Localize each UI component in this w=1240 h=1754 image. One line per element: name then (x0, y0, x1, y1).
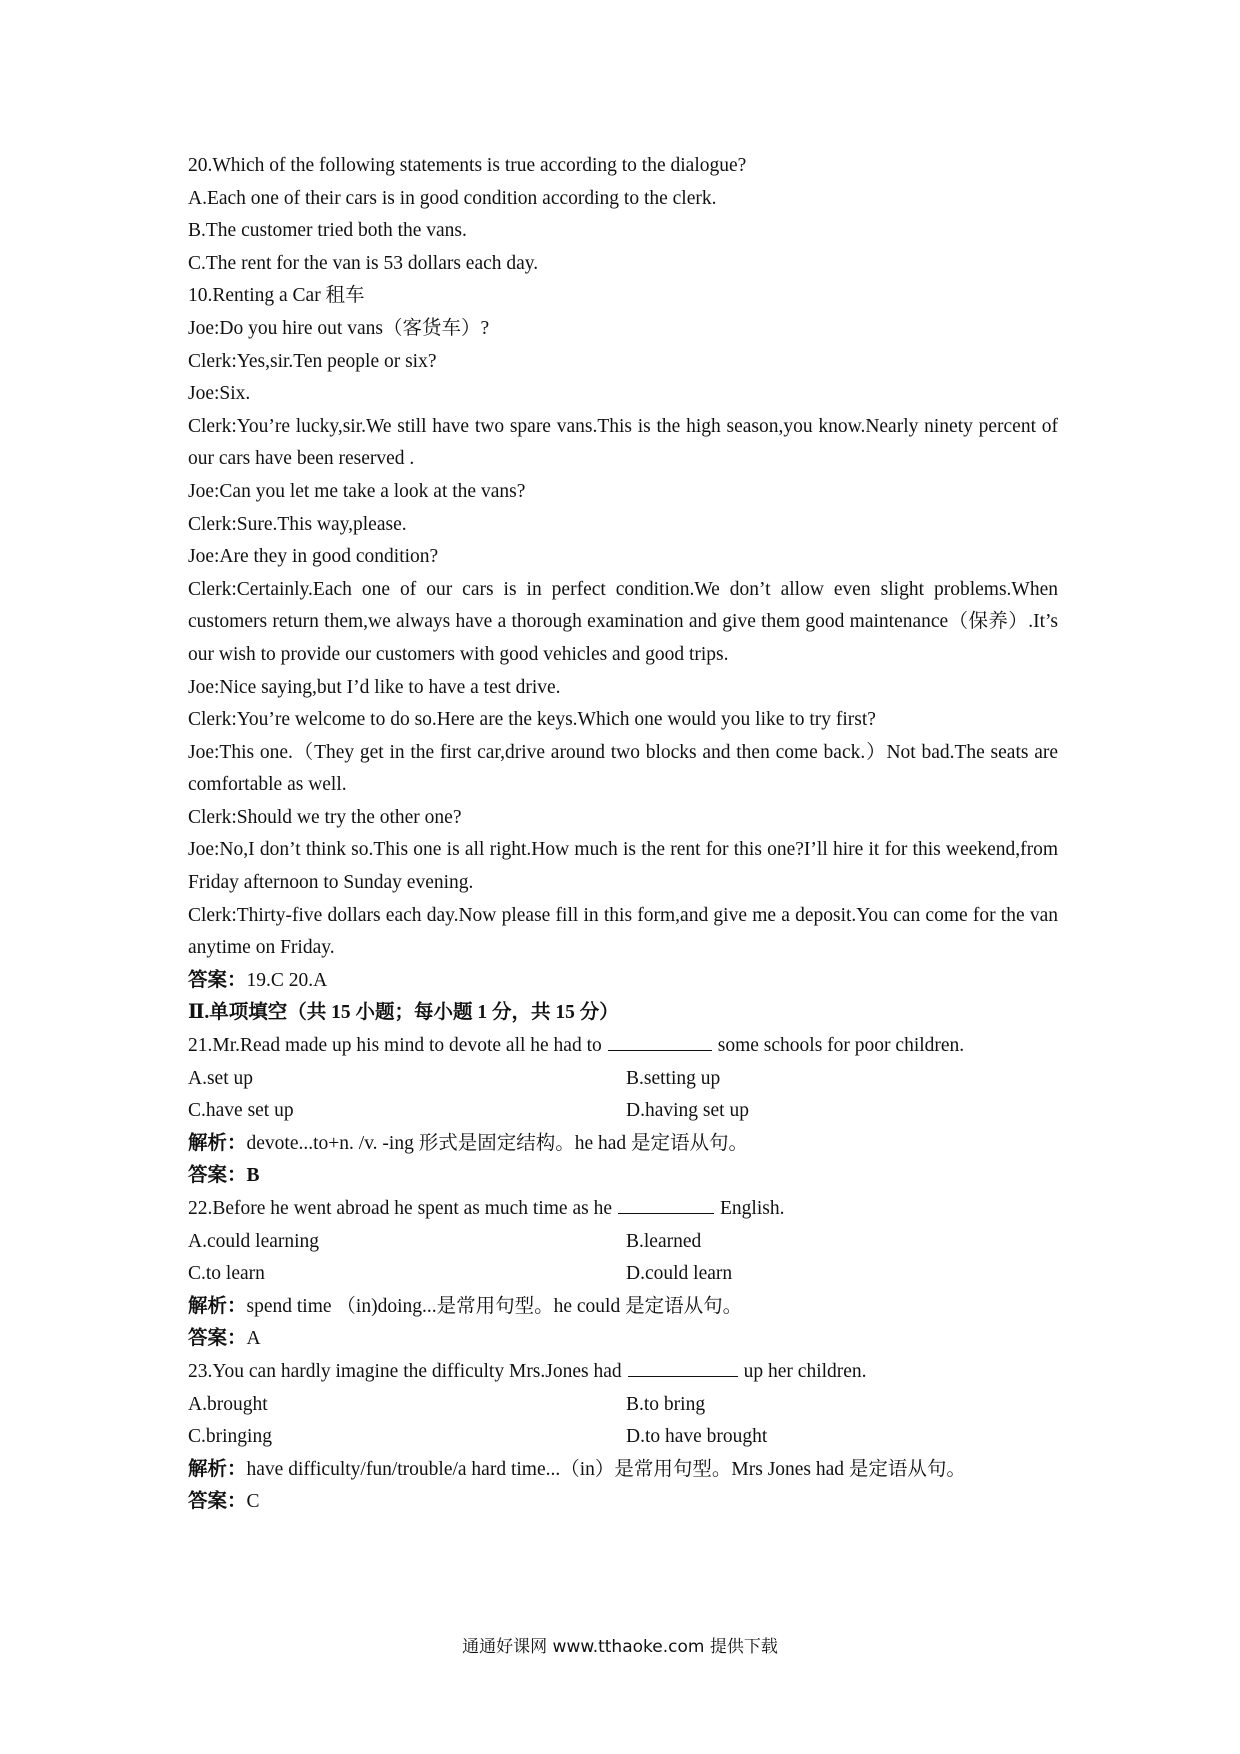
options-row (188, 1063, 1058, 1096)
option-c: C.bringing (188, 1426, 272, 1448)
stem-before: 21.Mr.Read made up his mind to devote all he had to (188, 1035, 602, 1057)
dialogue-line: Clerk:Yes,sir.Ten people or six? (188, 350, 437, 372)
options-row (188, 1226, 1058, 1259)
analysis-label: 解析： (188, 1132, 247, 1154)
option-c: C.The rent for the van is 53 dollars each day. (188, 252, 539, 274)
stem-before: 22.Before he went abroad he spent as much time as he (188, 1198, 612, 1219)
answer-line (188, 965, 1058, 998)
answer-blank (608, 1030, 712, 1051)
dialogue-line: Joe:Do you hire out vans（客货车）? (188, 317, 490, 339)
option-a: A.Each one of their cars is in good condition according to the clerk. (188, 187, 717, 209)
answer-line (188, 1160, 1058, 1193)
analysis-line (188, 1128, 1058, 1161)
analysis-text: devote...to+n. /v. -ing 形式是固定结构。he had 是定语从句。 (246, 1132, 749, 1154)
analysis-line (188, 1454, 1058, 1487)
section-title: Ⅱ.单项填空（共 15 小题；每小题 1 分，共 15 分） (188, 1002, 619, 1024)
dialogue-line: Clerk:Thirty-five dollars each day.Now please fill in this form,and give me a deposit.You can come for the van anytime on Friday. (188, 904, 1058, 959)
stem-before: 23.You can hardly imagine the difficulty Mrs.Jones had (188, 1360, 622, 1382)
option-b: B.learned (626, 1230, 702, 1252)
option-b: B.setting up (626, 1067, 721, 1089)
answer-line (188, 1323, 1058, 1356)
dialogue-line: Joe:Are they in good condition? (188, 546, 439, 568)
question-22 (188, 1193, 1058, 1356)
question-23 (188, 1356, 1058, 1519)
option-d: D.could learn (626, 1263, 733, 1285)
dialogue-line: Joe:Six. (188, 383, 251, 405)
option-c: C.have set up (188, 1100, 294, 1122)
analysis-text: spend time （in)doing...是常用句型。he could 是定语从句。 (246, 1295, 743, 1317)
option-a: A.set up (188, 1067, 253, 1089)
answer-line (188, 1486, 1058, 1519)
options-row (188, 1389, 1058, 1422)
option-c: C.to learn (188, 1263, 265, 1285)
answer-value: 19.C 20.A (246, 969, 328, 991)
page-footer: 通通好课网 www.tthaoke.com 提供下载 (462, 1637, 778, 1657)
dialogue-line: Joe:Nice saying,but I’d like to have a test drive. (188, 676, 561, 698)
question-stem (188, 1030, 1058, 1063)
answer-label: 答案： (188, 1491, 247, 1513)
answer-value: C (246, 1491, 260, 1513)
options-row (188, 1421, 1058, 1454)
dialogue-line: Joe:Can you let me take a look at the vans? (188, 480, 526, 502)
dialogue-line: Clerk:Certainly.Each one of our cars is in perfect condition.We don’t allow even slight problems.When customers return them,we always have a thorough examination and give them good maintenance（保养）.It’s our wish to provide our customers with good vehicles and good trips. (188, 578, 1058, 665)
dialogue-title: 10.Renting a Car 租车 (188, 285, 365, 307)
dialogue-section (188, 280, 1058, 997)
dialogue-line: Joe:No,I don’t think so.This one is all right.How much is the rent for this one?I’ll hire it for this weekend,from Friday afternoon to Sunday evening. (188, 839, 1058, 894)
stem-after: some schools for poor children. (717, 1035, 965, 1057)
option-b: B.to bring (626, 1393, 706, 1415)
question-stem (188, 1193, 1058, 1226)
question-20 (188, 150, 1058, 280)
dialogue-line: Clerk:Sure.This way,please. (188, 513, 407, 535)
option-a: A.could learning (188, 1230, 320, 1252)
options-row (188, 1095, 1058, 1128)
option-b: B.The customer tried both the vans. (188, 220, 467, 242)
analysis-label: 解析： (188, 1295, 247, 1317)
stem-after: English. (719, 1198, 785, 1219)
answer-value: B (246, 1165, 260, 1187)
document-body (188, 150, 1058, 1519)
question-stem: 20.Which of the following statements is true according to the dialogue? (188, 155, 747, 176)
stem-after: up her children. (743, 1360, 867, 1382)
analysis-line (188, 1291, 1058, 1324)
option-d: D.to have brought (626, 1426, 768, 1448)
answer-label: 答案： (188, 969, 247, 991)
answer-label: 答案： (188, 1328, 247, 1350)
question-stem (188, 1356, 1058, 1389)
options-row (188, 1258, 1058, 1291)
dialogue-line: Clerk:You’re lucky,sir.We still have two spare vans.This is the high season,you know.Nearly ninety percent of our cars have been reserved . (188, 415, 1058, 470)
answer-blank (618, 1193, 714, 1214)
analysis-text: have difficulty/fun/trouble/a hard time...（in）是常用句型。Mrs Jones had 是定语从句。 (246, 1458, 966, 1480)
option-d: D.having set up (626, 1100, 749, 1122)
dialogue-line: Clerk:You’re welcome to do so.Here are the keys.Which one would you like to try first? (188, 709, 876, 731)
analysis-label: 解析： (188, 1458, 247, 1480)
dialogue-line: Clerk:Should we try the other one? (188, 806, 462, 828)
dialogue-line: Joe:This one.（They get in the first car,drive around two blocks and then come back.）Not bad.The seats are comfortable as well. (188, 741, 1058, 796)
answer-label: 答案： (188, 1165, 247, 1187)
option-a: A.brought (188, 1393, 268, 1415)
answer-blank (628, 1356, 738, 1377)
question-21 (188, 1030, 1058, 1193)
answer-value: A (246, 1328, 261, 1350)
